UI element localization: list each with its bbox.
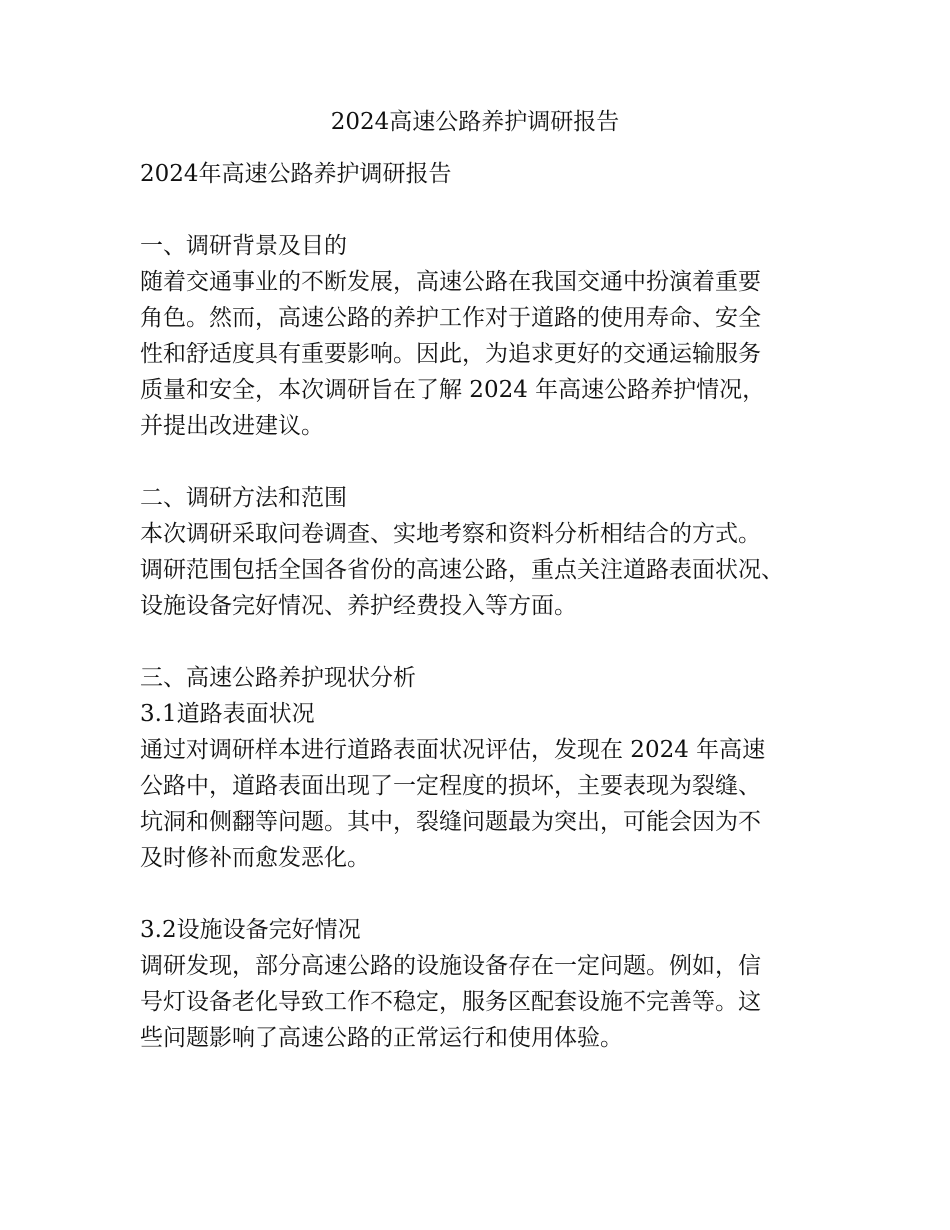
blank-line [140,876,830,912]
paragraph-line: 及时修补而愈发恶化。 [140,845,370,871]
paragraph-line: 随着交通事业的不断发展，高速公路在我国交通中扮演着重要 [140,269,761,295]
paragraph-line: 公路中，道路表面出现了一定程度的损坏，主要表现为裂缝、 [140,773,761,799]
document-title: 2024高速公路养护调研报告 [330,109,620,135]
paragraph-line: 调研范围包括全国各省份的高速公路，重点关注道路表面状况、 [140,557,784,583]
paragraph-line: 设施设备完好情况、养护经费投入等方面。 [140,593,577,619]
section-heading-background: 一、调研背景及目的 [140,233,347,259]
paragraph-line: 质量和安全，本次调研旨在了解 2024 年高速公路养护情况， [140,377,766,403]
section-heading-status: 三、高速公路养护现状分析 [140,665,416,691]
paragraph-line: 并提出改进建议。 [140,413,324,439]
paragraph-line: 坑洞和侧翻等问题。其中，裂缝问题最为突出，可能会因为不 [140,809,761,835]
subsection-heading-road-surface: 3.1道路表面状况 [140,701,315,727]
document-subtitle: 2024年高速公路养护调研报告 [140,161,452,187]
subsection-heading-facilities: 3.2设施设备完好情况 [140,917,361,943]
blank-line [140,444,830,480]
blank-line [140,192,830,228]
paragraph-line: 调研发现，部分高速公路的设施设备存在一定问题。例如，信 [140,953,761,979]
paragraph-line: 本次调研采取问卷调查、实地考察和资料分析相结合的方式。 [140,521,761,547]
paragraph-line: 号灯设备老化导致工作不稳定，服务区配套设施不完善等。这 [140,989,761,1015]
paragraph-line: 角色。然而，高速公路的养护工作对于道路的使用寿命、安全 [140,305,761,331]
blank-line [140,624,830,660]
paragraph-line: 通过对调研样本进行道路表面状况评估，发现在 2024 年高速 [140,737,766,763]
paragraph-line: 些问题影响了高速公路的正常运行和使用体验。 [140,1025,623,1051]
section-heading-method: 二、调研方法和范围 [140,485,347,511]
document-body [140,156,830,1056]
paragraph-line: 性和舒适度具有重要影响。因此，为追求更好的交通运输服务 [140,341,761,367]
